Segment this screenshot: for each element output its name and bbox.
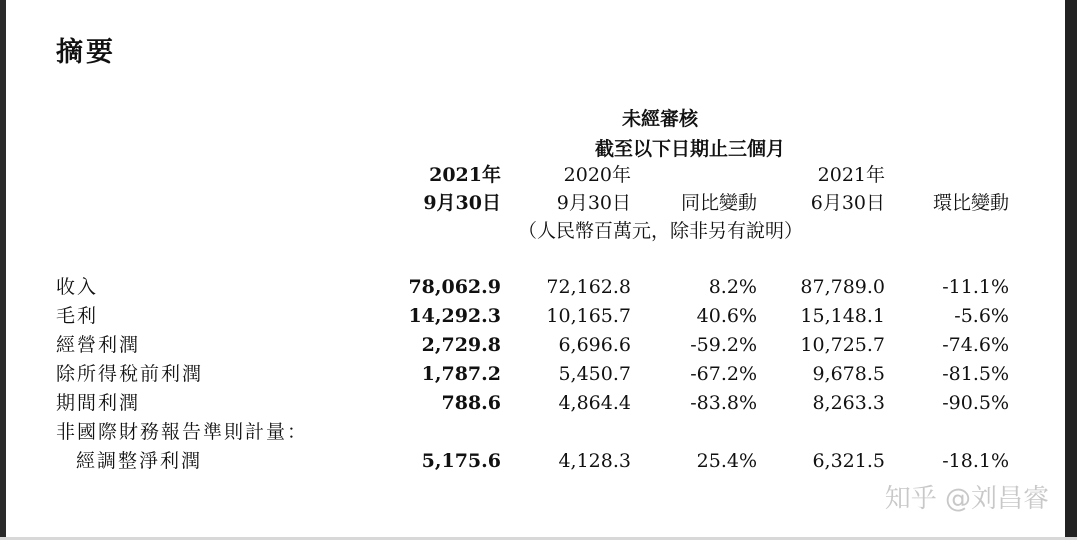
value-yoy: -83.8% (690, 392, 757, 414)
watermark: 知乎 @刘昌睿 (884, 484, 1049, 514)
value-2021-q2: 8,263.3 (812, 392, 885, 414)
value-2021-q2: 15,148.1 (800, 305, 885, 327)
col3-label: 同比變動 (680, 192, 757, 214)
row-label: 經營利潤 (56, 334, 141, 356)
value-qoq: -5.6% (954, 305, 1009, 327)
value-2021-q2: 6,321.5 (812, 450, 885, 472)
row-label: 毛利 (56, 305, 99, 327)
value-2021-q2: 9,678.5 (812, 363, 885, 385)
row-label: 期間利潤 (56, 392, 141, 414)
page-title: 摘要 (56, 37, 116, 68)
row-label: 收入 (56, 276, 99, 298)
table-row (0, 302, 1077, 331)
table-row (0, 418, 1077, 447)
value-yoy: -59.2% (690, 334, 757, 356)
value-yoy: 40.6% (696, 305, 757, 327)
table-row (0, 360, 1077, 389)
unit-note: （人民幣百萬元，除非另有說明） (518, 220, 804, 242)
value-2021-q3: 14,292.3 (408, 305, 501, 327)
value-qoq: -90.5% (942, 392, 1009, 414)
value-qoq: -18.1% (942, 450, 1009, 472)
table-row (0, 389, 1077, 418)
value-2021-q2: 87,789.0 (800, 276, 885, 298)
value-qoq: -81.5% (942, 363, 1009, 385)
value-yoy: 8.2% (708, 276, 757, 298)
value-2021-q3: 1,787.2 (421, 363, 501, 385)
col2-date: 9月30日 (556, 192, 631, 214)
value-qoq: -11.1% (942, 276, 1009, 298)
value-yoy: -67.2% (690, 363, 757, 385)
col4-date: 6月30日 (810, 192, 885, 214)
value-yoy: 25.4% (696, 450, 757, 472)
value-2021-q3: 788.6 (441, 392, 501, 414)
value-2020-q3: 6,696.6 (558, 334, 631, 356)
value-2021-q3: 78,062.9 (408, 276, 501, 298)
col2-year: 2020年 (563, 164, 631, 186)
section-label: 非國際財務報告準則計量： (56, 421, 309, 443)
value-2021-q3: 5,175.6 (421, 450, 501, 472)
col5-label: 環比變動 (932, 192, 1009, 214)
row-label: 經調整淨利潤 (76, 450, 203, 472)
table-row (0, 273, 1077, 302)
value-2021-q3: 2,729.8 (421, 334, 501, 356)
value-2020-q3: 4,128.3 (558, 450, 631, 472)
period-line: 截至以下日期止三個月 (594, 138, 785, 160)
row-label: 除所得稅前利潤 (56, 363, 204, 385)
col1-year: 2021年 (429, 164, 501, 186)
value-2020-q3: 4,864.4 (558, 392, 631, 414)
col1-date: 9月30日 (423, 192, 501, 214)
value-2020-q3: 5,450.7 (558, 363, 631, 385)
value-2020-q3: 10,165.7 (546, 305, 631, 327)
summary-table-body (0, 273, 1077, 476)
table-row (0, 447, 1077, 476)
audit-line: 未經審核 (621, 108, 698, 130)
value-2021-q2: 10,725.7 (800, 334, 885, 356)
value-2020-q3: 72,162.8 (546, 276, 631, 298)
value-qoq: -74.6% (942, 334, 1009, 356)
table-row (0, 331, 1077, 360)
col4-year: 2021年 (817, 164, 885, 186)
